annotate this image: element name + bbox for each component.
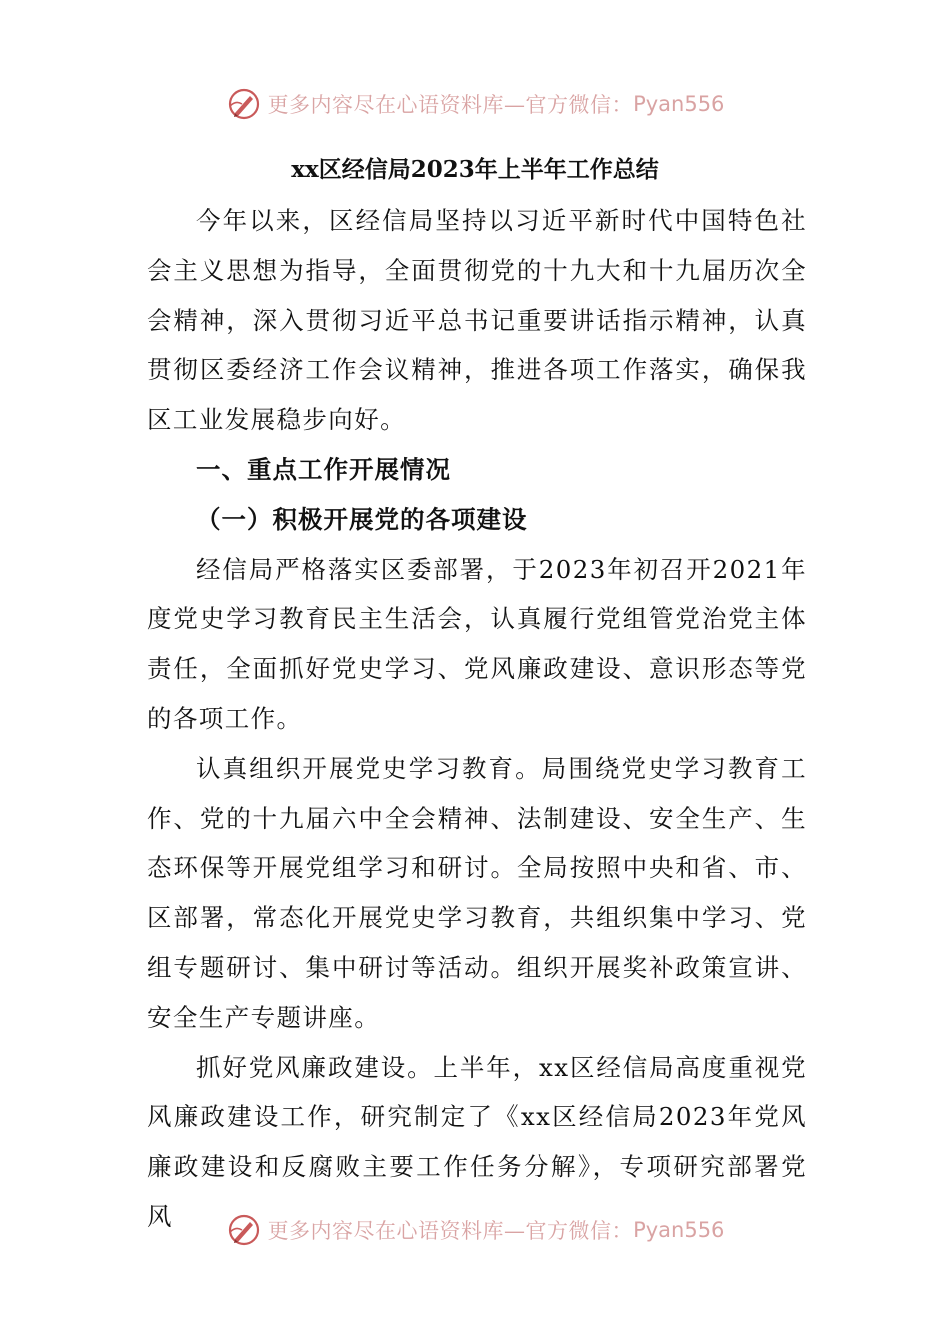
pen-circle-icon — [226, 1212, 262, 1248]
document-title: xx区经信局2023年上半年工作总结 — [291, 156, 659, 183]
pen-circle-icon — [226, 86, 262, 122]
watermark-wechat-id: Pyan556 — [633, 92, 725, 116]
watermark-footer — [0, 1210, 950, 1250]
body-paragraph: 经信局严格落实区委部署，于2023年初召开2021年度党史学习教育民主生活会，认真履行党组管党治党主体责任，全面抓好党史学习、党风廉政建设、意识形态等党的各项工作。 — [147, 554, 807, 733]
section-heading: 一、重点工作开展情况 — [196, 454, 451, 484]
watermark-text: 更多内容尽在心语资料库—官方微信： — [267, 1219, 634, 1243]
body-paragraph: 抓好党风廉政建设。上半年，xx区经信局高度重视党风廉政建设工作，研究制定了《xx区经信局2023年党风廉政建设和反腐败主要工作任务分解》，专项研究部署党风 — [147, 1052, 807, 1231]
watermark-text: 更多内容尽在心语资料库—官方微信： — [267, 93, 634, 117]
watermark-wechat-id: Pyan556 — [633, 1218, 725, 1242]
subsection-heading: （一）积极开展党的各项建设 — [196, 504, 528, 534]
intro-paragraph: 今年以来，区经信局坚持以习近平新时代中国特色社会主义思想为指导，全面贯彻党的十九大和十九届历次全会精神，深入贯彻习近平总书记重要讲话指示精神，认真贯彻区委经济工作会议精神，推进各项工作落实，确保我区工业发展稳步向好。 — [147, 206, 807, 435]
document-body — [147, 196, 807, 1242]
watermark-header — [0, 84, 950, 124]
body-paragraph: 认真组织开展党史学习教育。局围绕党史学习教育工作、党的十九届六中全会精神、法制建设、安全生产、生态环保等开展党组学习和研讨。全局按照中央和省、市、区部署，常态化开展党史学习教育，共组织集中学习、党组专题研讨、集中研讨等活动。组织开展奖补政策宣讲、安全生产专题讲座。 — [147, 753, 807, 1032]
